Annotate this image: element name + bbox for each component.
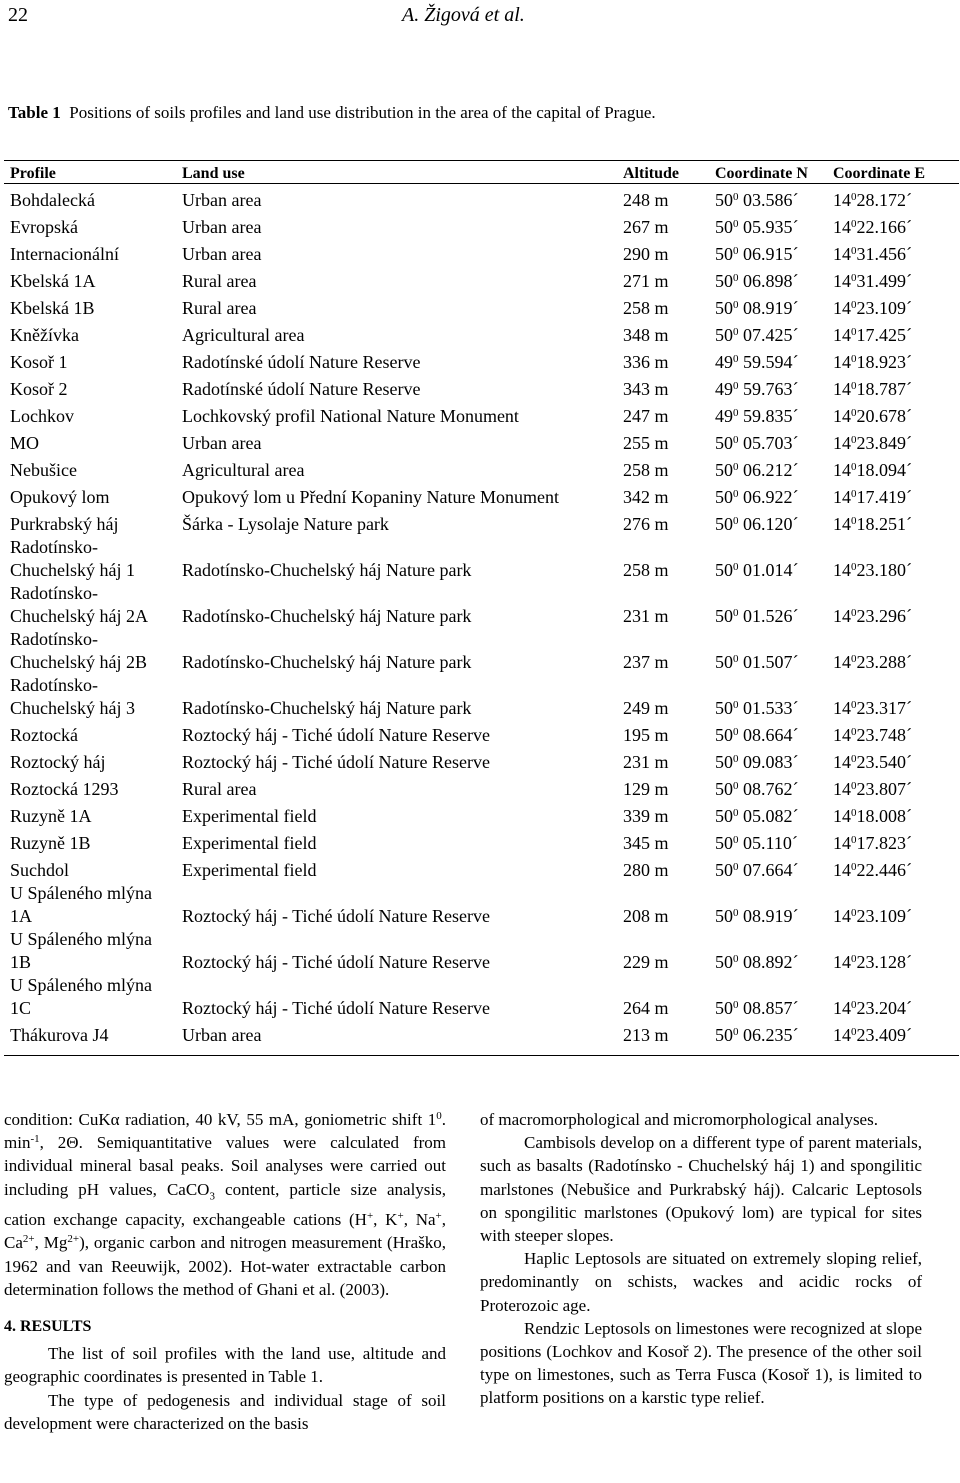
- cell-profile: Radotínsko-Chuchelský háj 2B: [10, 629, 147, 672]
- table-row: [4, 374, 959, 401]
- cell-coordinate-e: $14^017.823´$: [833, 833, 912, 853]
- table-row: [4, 774, 959, 801]
- table-row: [4, 536, 959, 582]
- cell-altitude: 290 m: [623, 244, 669, 264]
- cell-altitude: 229 m: [623, 952, 669, 972]
- cell-land-use: Urban area: [182, 1025, 262, 1045]
- table-bottom-rule: [4, 1055, 959, 1056]
- cell-coordinate-n: $50^0$ 06.915´: [715, 244, 799, 264]
- cell-profile: Radotínsko-Chuchelský háj 2A: [10, 583, 148, 626]
- table-row: [4, 801, 959, 828]
- cell-coordinate-e: $14^018.008´$: [833, 806, 912, 826]
- table-row: [4, 582, 959, 628]
- table-row: [4, 747, 959, 774]
- cell-altitude: 336 m: [623, 352, 669, 372]
- cell-coordinate-e: $14^023.849´$: [833, 433, 912, 453]
- cell-altitude: 276 m: [623, 514, 669, 534]
- cell-land-use: Rural area: [182, 779, 257, 799]
- cell-profile: Kosoř 1: [10, 352, 68, 372]
- table-caption-text: Positions of soils profiles and land use distribution in the area of the capital of Prague.: [69, 103, 656, 122]
- cell-coordinate-e: $14^023.109´$: [833, 298, 912, 318]
- cell-coordinate-e: $14^023.540´$: [833, 752, 912, 772]
- right-paragraph-1: of macromorphological and micromorphological analyses.: [480, 1110, 878, 1129]
- cell-coordinate-e: $14^020.678´$: [833, 406, 912, 426]
- right-paragraph-4: Rendzic Leptosols on limestones were recognized at slope positions (Lochkov and Kosoř 2). The presence of the other soil type on limestones, such as Terra Fusca (Kosoř 1), is limited to platform positions on a karstic type relief.: [480, 1318, 922, 1408]
- cell-altitude: 348 m: [623, 325, 669, 345]
- table-row: [4, 212, 959, 239]
- cell-coordinate-n: $50^0$ 01.526´: [715, 606, 799, 626]
- cell-coordinate-n: $50^0$ 06.922´: [715, 487, 799, 507]
- cell-altitude: 280 m: [623, 860, 669, 880]
- cell-coordinate-e: $14^023.748´$: [833, 725, 912, 745]
- left-paragraph-1: condition: CuKα radiation, 40 kV, 55 mA, goniometric shift $1^0$. $\min^{-1}$, 2Θ. Semiquantitative values were calculated from individual mineral basal peaks. Soil analyses were carried out including pH values, CaCO$_3$ content, particle size analysis, cation exchange capacity, exchangeable cations (H+, K+, Na+, $Ca^{2+}$, $Mg^{2+}$), organic carbon and nitrogen measurement (Hraško, 1962 and van Reeuwijk, 2002). Hot-water extractable carbon determination follows the method of Ghani et al. (2003).: [4, 1110, 447, 1299]
- cell-altitude: 129 m: [623, 779, 669, 799]
- table-header-row: [4, 162, 959, 185]
- cell-profile: Roztocká: [10, 725, 78, 745]
- cell-coordinate-e: $14^022.166´$: [833, 217, 912, 237]
- cell-profile: MO: [10, 433, 40, 453]
- cell-land-use: Rural area: [182, 271, 257, 291]
- cell-coordinate-e: $14^023.409´$: [833, 1025, 912, 1045]
- cell-coordinate-e: $14^023.128´$: [833, 952, 912, 972]
- cell-coordinate-n: $50^0$ 05.935´: [715, 217, 799, 237]
- cell-coordinate-n: $50^0$ 01.507´: [715, 652, 799, 672]
- cell-land-use: Šárka - Lysolaje Nature park: [182, 514, 389, 534]
- cell-coordinate-e: $14^023.317´$: [833, 698, 912, 718]
- cell-land-use: Roztocký háj - Tiché údolí Nature Reserve: [182, 752, 490, 772]
- cell-profile: Lochkov: [10, 406, 74, 426]
- cell-coordinate-e: $14^023.180´$: [833, 560, 912, 580]
- table-row: [4, 828, 959, 855]
- cell-land-use: Roztocký háj - Tiché údolí Nature Reserve: [182, 998, 490, 1018]
- cell-coordinate-n: $50^0$ 01.533´: [715, 698, 799, 718]
- table-row: [4, 974, 959, 1020]
- table-row: [4, 428, 959, 455]
- table-row: [4, 320, 959, 347]
- cell-land-use: Roztocký háj - Tiché údolí Nature Reserve: [182, 952, 490, 972]
- cell-land-use: Rural area: [182, 298, 257, 318]
- cell-profile: Purkrabský háj: [10, 514, 119, 534]
- cell-altitude: 264 m: [623, 998, 669, 1018]
- cell-altitude: 208 m: [623, 906, 669, 926]
- cell-coordinate-e: $14^023.204´$: [833, 998, 912, 1018]
- cell-altitude: 258 m: [623, 298, 669, 318]
- page-number: 22: [8, 4, 28, 26]
- cell-coordinate-e: $14^031.456´$: [833, 244, 912, 264]
- cell-profile: Kněžívka: [10, 325, 79, 345]
- cell-profile: Nebušice: [10, 460, 77, 480]
- cell-land-use: Radotínské údolí Nature Reserve: [182, 379, 421, 399]
- cell-profile: Roztocká 1293: [10, 779, 119, 799]
- cell-profile: Evropská: [10, 217, 78, 237]
- table-row: [4, 347, 959, 374]
- header-profile: Profile: [10, 165, 56, 182]
- table-row: [4, 293, 959, 320]
- cell-land-use: Agricultural area: [182, 460, 305, 480]
- cell-profile: Radotínsko-Chuchelský háj 3: [10, 675, 135, 718]
- cell-coordinate-n: $50^0$ 08.892´: [715, 952, 799, 972]
- right-column: [480, 1108, 922, 1410]
- header-land-use: Land use: [182, 165, 245, 182]
- cell-altitude: 258 m: [623, 460, 669, 480]
- table-row: [4, 855, 959, 882]
- table-row: [4, 401, 959, 428]
- cell-profile: U Spáleného mlýna 1A: [10, 883, 152, 926]
- cell-coordinate-e: $14^023.109´$: [833, 906, 912, 926]
- cell-coordinate-e: $14^023.288´$: [833, 652, 912, 672]
- cell-profile: Radotínsko-Chuchelský háj 1: [10, 537, 135, 580]
- soil-profiles-table: [4, 162, 959, 1047]
- cell-profile: U Spáleného mlýna 1B: [10, 929, 152, 972]
- cell-coordinate-n: $50^0$ 08.762´: [715, 779, 799, 799]
- cell-profile: Internacionální: [10, 244, 119, 264]
- cell-coordinate-e: $14^022.446´$: [833, 860, 912, 880]
- cell-profile: Kosoř 2: [10, 379, 68, 399]
- cell-altitude: 271 m: [623, 271, 669, 291]
- cell-coordinate-e: $14^018.094´$: [833, 460, 912, 480]
- header-coordinate-n: Coordinate N: [715, 165, 808, 182]
- table-caption: [8, 103, 656, 123]
- header-altitude: Altitude: [623, 165, 679, 182]
- cell-coordinate-e: $14^018.787´$: [833, 379, 912, 399]
- cell-altitude: 343 m: [623, 379, 669, 399]
- cell-land-use: Radotínsko-Chuchelský háj Nature park: [182, 652, 472, 672]
- cell-coordinate-e: $14^017.425´$: [833, 325, 912, 345]
- table-row: [4, 239, 959, 266]
- header-coordinate-e: Coordinate E: [833, 165, 925, 182]
- cell-profile: Bohdalecká: [10, 190, 95, 210]
- cell-coordinate-n: $50^0$ 08.919´: [715, 906, 799, 926]
- cell-altitude: 247 m: [623, 406, 669, 426]
- cell-land-use: Urban area: [182, 217, 262, 237]
- cell-coordinate-n: $50^0$ 06.212´: [715, 460, 799, 480]
- cell-coordinate-e: $14^017.419´$: [833, 487, 912, 507]
- cell-land-use: Experimental field: [182, 806, 317, 826]
- cell-coordinate-n: $50^0$ 03.586´: [715, 190, 799, 210]
- cell-coordinate-n: $50^0$ 01.014´: [715, 560, 799, 580]
- cell-altitude: 267 m: [623, 217, 669, 237]
- table-row: [4, 266, 959, 293]
- cell-profile: Ruzyně 1A: [10, 806, 92, 826]
- table-row: [4, 720, 959, 747]
- cell-coordinate-e: $14^031.499´$: [833, 271, 912, 291]
- table-row: [4, 482, 959, 509]
- cell-profile: Kbelská 1B: [10, 298, 95, 318]
- cell-land-use: Experimental field: [182, 860, 317, 880]
- cell-altitude: 195 m: [623, 725, 669, 745]
- cell-land-use: Radotínsko-Chuchelský háj Nature park: [182, 606, 472, 626]
- cell-land-use: Lochkovský profil National Nature Monument: [182, 406, 519, 426]
- cell-coordinate-n: $50^0$ 08.857´: [715, 998, 799, 1018]
- cell-land-use: Agricultural area: [182, 325, 305, 345]
- cell-altitude: 231 m: [623, 606, 669, 626]
- cell-coordinate-n: $50^0$ 07.425´: [715, 325, 799, 345]
- cell-coordinate-e: $14^018.251´$: [833, 514, 912, 534]
- cell-altitude: 248 m: [623, 190, 669, 210]
- cell-coordinate-n: $50^0$ 08.664´: [715, 725, 799, 745]
- table-row: [4, 509, 959, 536]
- cell-land-use: Roztocký háj - Tiché údolí Nature Reserve: [182, 725, 490, 745]
- cell-altitude: 342 m: [623, 487, 669, 507]
- cell-coordinate-n: $50^0$ 05.082´: [715, 806, 799, 826]
- cell-land-use: Urban area: [182, 244, 262, 264]
- cell-coordinate-e: $14^023.296´$: [833, 606, 912, 626]
- cell-land-use: Radotínsko-Chuchelský háj Nature park: [182, 560, 472, 580]
- table-row: [4, 1020, 959, 1047]
- cell-coordinate-n: $49^0$ 59.763´: [715, 379, 799, 399]
- cell-profile: Kbelská 1A: [10, 271, 96, 291]
- left-paragraph-3: The type of pedogenesis and individual stage of soil development were characterized on the basis: [4, 1390, 446, 1433]
- cell-coordinate-e: $14^018.923´$: [833, 352, 912, 372]
- cell-land-use: Experimental field: [182, 833, 317, 853]
- cell-profile: Suchdol: [10, 860, 70, 880]
- cell-profile: U Spáleného mlýna 1C: [10, 975, 152, 1018]
- results-heading: 4. RESULTS: [4, 1318, 92, 1336]
- cell-coordinate-e: $14^028.172´$: [833, 190, 912, 210]
- right-paragraph-3: Haplic Leptosols are situated on extremely sloping relief, predominantly on schists, wackes and acidic rocks of Proterozoic age.: [480, 1249, 922, 1315]
- cell-profile: Thákurova J4: [10, 1025, 109, 1045]
- cell-land-use: Radotínské údolí Nature Reserve: [182, 352, 421, 372]
- table-row: [4, 882, 959, 928]
- table-row: [4, 185, 959, 212]
- left-column: [4, 1108, 446, 1435]
- cell-altitude: 213 m: [623, 1025, 669, 1045]
- cell-coordinate-n: $50^0$ 09.083´: [715, 752, 799, 772]
- table-row: [4, 928, 959, 974]
- cell-coordinate-n: $50^0$ 05.110´: [715, 833, 798, 853]
- cell-profile: Ruzyně 1B: [10, 833, 91, 853]
- cell-coordinate-e: $14^023.807´$: [833, 779, 912, 799]
- cell-coordinate-n: $50^0$ 06.120´: [715, 514, 799, 534]
- cell-coordinate-n: $49^0$ 59.835´: [715, 406, 799, 426]
- cell-land-use: Opukový lom u Přední Kopaniny Nature Monument: [182, 487, 559, 507]
- cell-altitude: 231 m: [623, 752, 669, 772]
- cell-coordinate-n: $50^0$ 06.898´: [715, 271, 799, 291]
- cell-altitude: 339 m: [623, 806, 669, 826]
- cell-land-use: Roztocký háj - Tiché údolí Nature Reserve: [182, 906, 490, 926]
- cell-coordinate-n: $50^0$ 08.919´: [715, 298, 799, 318]
- cell-altitude: 237 m: [623, 652, 669, 672]
- cell-altitude: 249 m: [623, 698, 669, 718]
- table-label: Table 1: [8, 103, 61, 122]
- right-paragraph-2: Cambisols develop on a different type of parent materials, such as basalts (Radotínsko - Chuchelský háj 1) and spongilitic marlstones (Nebušice and Purkrabský háj). Calcaric Leptosols on spongilitic marlstones (Opukový lom) are typical for sites with steeper slopes.: [480, 1133, 922, 1246]
- cell-land-use: Urban area: [182, 190, 262, 210]
- cell-land-use: Radotínsko-Chuchelský háj Nature park: [182, 698, 472, 718]
- left-paragraph-2: The list of soil profiles with the land use, altitude and geographic coordinates is presented in Table 1.: [4, 1344, 446, 1387]
- table-body: [4, 185, 959, 1047]
- cell-coordinate-n: $50^0$ 05.703´: [715, 433, 799, 453]
- cell-altitude: 255 m: [623, 433, 669, 453]
- cell-coordinate-n: $50^0$ 06.235´: [715, 1025, 799, 1045]
- cell-coordinate-n: $50^0$ 07.664´: [715, 860, 799, 880]
- table-row: [4, 674, 959, 720]
- table-row: [4, 628, 959, 674]
- table-row: [4, 455, 959, 482]
- cell-profile: Roztocký háj: [10, 752, 106, 772]
- cell-altitude: 258 m: [623, 560, 669, 580]
- cell-coordinate-n: $49^0$ 59.594´: [715, 352, 799, 372]
- cell-profile: Opukový lom: [10, 487, 110, 507]
- cell-land-use: Urban area: [182, 433, 262, 453]
- running-head: A. Žigová et al.: [402, 4, 525, 26]
- table-top-rule: [4, 160, 959, 161]
- cell-altitude: 345 m: [623, 833, 669, 853]
